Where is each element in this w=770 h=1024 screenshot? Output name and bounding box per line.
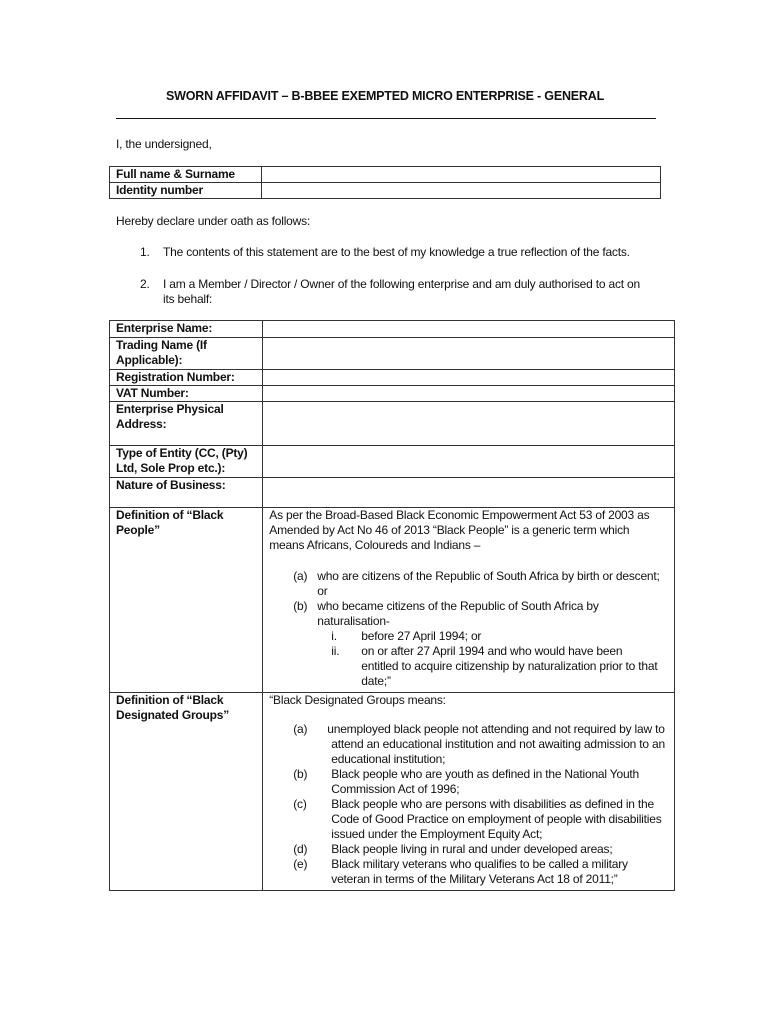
item-line: or bbox=[317, 584, 328, 598]
item-marker: (a) bbox=[293, 569, 308, 583]
item-line: Code of Good Practice on employment of people with disabilities bbox=[331, 812, 662, 826]
item-line: entitled to acquire citizenship by naturalization prior to that bbox=[361, 659, 658, 673]
group-item-c bbox=[293, 797, 668, 842]
nature-of-business-label: Nature of Business: bbox=[110, 478, 263, 508]
item-marker: (e) bbox=[293, 857, 308, 871]
trading-name-label bbox=[110, 338, 263, 370]
item-line: Black military veterans who qualifies to be called a military bbox=[331, 857, 628, 871]
statement-number: 1. bbox=[140, 245, 150, 259]
item-line: issued under the Employment Equity Act; bbox=[331, 827, 543, 841]
title-divider bbox=[116, 118, 656, 119]
vat-number-label: VAT Number: bbox=[110, 386, 263, 402]
definition-label-line: Definition of “Black bbox=[116, 508, 224, 522]
statement-1 bbox=[140, 245, 660, 261]
definition-line: Amended by Act No 46 of 2013 “Black People” is a generic term which bbox=[269, 523, 630, 537]
item-marker: (c) bbox=[293, 797, 307, 811]
definition-label-line: People” bbox=[116, 523, 160, 537]
intro-text: I, the undersigned, bbox=[116, 137, 212, 151]
item-line: unemployed black people not attending and not required by law to bbox=[327, 722, 665, 736]
definition-line: means Africans, Coloureds and Indians – bbox=[269, 538, 481, 552]
vat-number-field[interactable] bbox=[263, 386, 675, 402]
item-marker: i. bbox=[331, 629, 337, 643]
declaration-text: Hereby declare under oath as follows: bbox=[116, 214, 311, 228]
trading-name-label-line: Trading Name (If bbox=[116, 338, 207, 352]
item-line: who are citizens of the Republic of South Africa by birth or descent; bbox=[317, 569, 660, 583]
definition-item-i bbox=[331, 629, 668, 644]
full-name-label: Full name & Surname bbox=[110, 167, 262, 183]
trading-name-label-line: Applicable): bbox=[116, 353, 183, 367]
definition-line: As per the Broad-Based Black Economic Empowerment Act 53 of 2003 as bbox=[269, 508, 650, 522]
group-item-e bbox=[293, 857, 668, 887]
enterprise-name-label: Enterprise Name: bbox=[110, 321, 263, 338]
identity-number-label: Identity number bbox=[110, 183, 262, 199]
nature-of-business-field[interactable] bbox=[263, 478, 675, 508]
item-line: educational institution; bbox=[331, 752, 446, 766]
group-item-b bbox=[293, 767, 668, 797]
definition-label-line: Definition of “Black bbox=[116, 693, 224, 707]
item-line: veteran in terms of the Military Veterans Act 18 of 2011;” bbox=[331, 872, 618, 886]
item-marker: (d) bbox=[293, 842, 308, 856]
entity-type-label-line: Type of Entity (CC, (Pty) bbox=[116, 446, 248, 460]
document-title: SWORN AFFIDAVIT – B-BBEE EXEMPTED MICRO ENTERPRISE - GENERAL bbox=[165, 89, 605, 103]
physical-address-label bbox=[110, 402, 263, 446]
item-line: Black people living in rural and under developed areas; bbox=[331, 842, 613, 856]
full-name-field[interactable] bbox=[262, 167, 661, 183]
enterprise-table bbox=[109, 320, 675, 891]
black-people-definition-text bbox=[263, 508, 675, 693]
item-line: Black people who are youth as defined in the National Youth bbox=[331, 767, 640, 781]
entity-type-label bbox=[110, 446, 263, 478]
item-marker: (b) bbox=[293, 599, 308, 613]
item-line: attend an educational institution and not awaiting admission to an bbox=[331, 737, 665, 751]
statement-2 bbox=[140, 277, 660, 309]
enterprise-name-field[interactable] bbox=[263, 321, 675, 338]
identity-number-field[interactable] bbox=[262, 183, 661, 199]
statement-text-continued: its behalf: bbox=[163, 292, 213, 306]
black-designated-groups-text bbox=[263, 693, 675, 891]
statement-text: I am a Member / Director / Owner of the following enterprise and am duly authorised to act on bbox=[163, 277, 640, 291]
black-people-definition-label bbox=[110, 508, 263, 693]
item-line: naturalisation- bbox=[317, 614, 390, 628]
registration-number-label: Registration Number: bbox=[110, 370, 263, 386]
definition-item-b bbox=[293, 599, 668, 629]
definition-item-a bbox=[293, 569, 668, 599]
item-line: Black people who are persons with disabilities as defined in the bbox=[331, 797, 654, 811]
registration-number-field[interactable] bbox=[263, 370, 675, 386]
item-marker: ii. bbox=[331, 644, 340, 658]
definition-line: “Black Designated Groups means: bbox=[269, 693, 446, 707]
physical-address-label-line: Address: bbox=[116, 417, 167, 431]
item-line: date;” bbox=[361, 674, 391, 688]
identity-table bbox=[109, 166, 661, 199]
item-marker: (b) bbox=[293, 767, 308, 781]
item-marker: (a) bbox=[293, 722, 308, 736]
trading-name-field[interactable] bbox=[263, 338, 675, 370]
entity-type-label-line: Ltd, Sole Prop etc.): bbox=[116, 461, 226, 475]
black-designated-groups-label bbox=[110, 693, 263, 891]
entity-type-field[interactable] bbox=[263, 446, 675, 478]
group-item-a bbox=[293, 722, 668, 767]
item-line: before 27 April 1994; or bbox=[361, 629, 482, 643]
physical-address-label-line: Enterprise Physical bbox=[116, 402, 224, 416]
item-line: Commission Act of 1996; bbox=[331, 782, 460, 796]
item-line: on or after 27 April 1994 and who would have been bbox=[361, 644, 623, 658]
definition-label-line: Designated Groups” bbox=[116, 708, 230, 722]
statement-text: The contents of this statement are to the best of my knowledge a true reflection of the facts. bbox=[163, 245, 630, 259]
item-line: who became citizens of the Republic of South Africa by bbox=[317, 599, 599, 613]
statement-number: 2. bbox=[140, 277, 150, 291]
group-item-d bbox=[293, 842, 668, 857]
physical-address-field[interactable] bbox=[263, 402, 675, 446]
definition-item-ii bbox=[331, 644, 668, 689]
